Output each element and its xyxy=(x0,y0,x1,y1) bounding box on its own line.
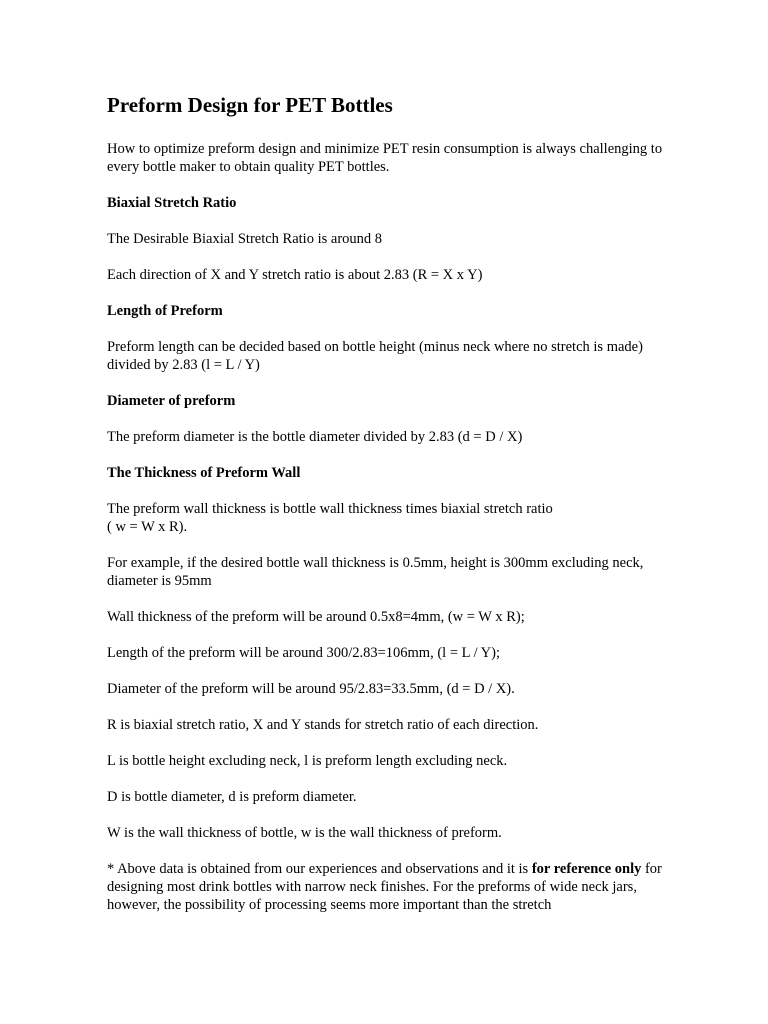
thickness-paragraph xyxy=(107,500,667,536)
definition-d: D is bottle diameter, d is preform diameter. xyxy=(107,789,357,805)
intro-paragraph: How to optimize preform design and minimize PET resin consumption is always challenging to every bottle maker to obtain quality PET bottles. xyxy=(107,141,663,175)
note-after: for designing most drink bottles with narrow neck finishes. For the preforms of wide neck jars, however, the possibility of processing seems more important than the stretch xyxy=(107,861,662,913)
example-length: Length of the preform will be around 300/2.83=106mm, (l = L / Y); xyxy=(107,645,501,661)
length-heading: Length of Preform xyxy=(107,303,223,319)
biaxial-paragraph-2: Each direction of X and Y stretch ratio is about 2.83 (R = X x Y) xyxy=(107,267,483,283)
diameter-heading: Diameter of preform xyxy=(107,393,236,409)
example-diameter: Diameter of the preform will be around 95/2.83=33.5mm, (d = D / X). xyxy=(107,681,515,697)
diameter-paragraph: The preform diameter is the bottle diameter divided by 2.83 (d = D / X) xyxy=(107,429,523,445)
thickness-line-1: The preform wall thickness is bottle wall thickness times biaxial stretch ratio xyxy=(107,501,553,517)
definition-l: L is bottle height excluding neck, l is preform length excluding neck. xyxy=(107,753,508,769)
biaxial-paragraph-1: The Desirable Biaxial Stretch Ratio is around 8 xyxy=(107,231,383,247)
definition-r: R is biaxial stretch ratio, X and Y stands for stretch ratio of each direction. xyxy=(107,717,539,733)
note-bold: for reference only xyxy=(531,861,642,877)
note-before: * Above data is obtained from our experiences and observations and it is xyxy=(107,861,532,877)
document-title: Preform Design for PET Bottles xyxy=(107,93,393,117)
biaxial-heading: Biaxial Stretch Ratio xyxy=(107,195,237,211)
example-wall: Wall thickness of the preform will be around 0.5x8=4mm, (w = W x R); xyxy=(107,609,525,625)
example-intro: For example, if the desired bottle wall thickness is 0.5mm, height is 300mm excluding neck, diameter is 95mm xyxy=(107,555,644,589)
definition-w: W is the wall thickness of bottle, w is the wall thickness of preform. xyxy=(107,825,502,841)
thickness-line-2: ( w = W x R). xyxy=(107,519,188,535)
note-paragraph xyxy=(107,860,667,914)
length-paragraph: Preform length can be decided based on bottle height (minus neck where no stretch is made) divided by 2.83 (l = L / Y) xyxy=(107,339,643,373)
thickness-heading: The Thickness of Preform Wall xyxy=(107,465,301,481)
document-page xyxy=(107,92,667,932)
